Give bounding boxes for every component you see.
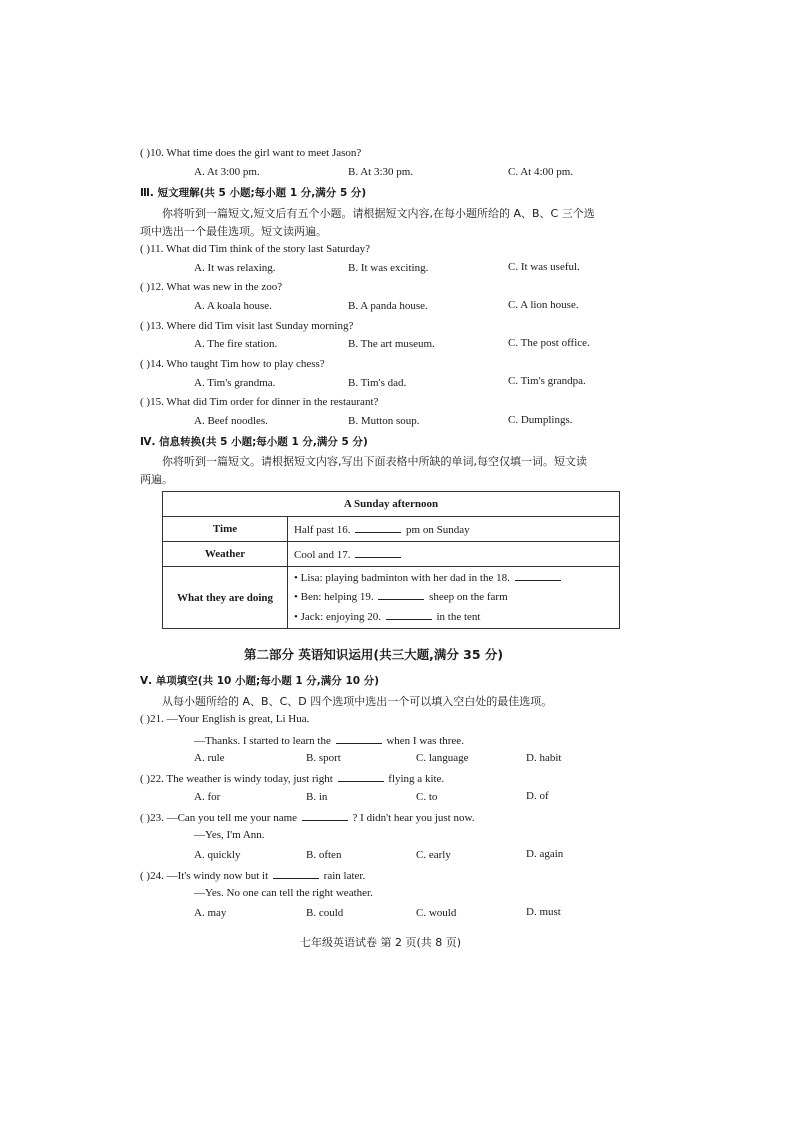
q22-option-d[interactable]: D. of [526,790,549,802]
q21-option-d[interactable]: D. habit [526,752,562,764]
table-cell-doing [288,567,620,629]
q15-option-a[interactable]: A. Beef noodles. [194,415,268,427]
section-3-instructions: 你将听到一篇短文,短文后有五个小题。请根据短文内容,在每小题所给的 A、B、C 三个选 [162,207,595,220]
question-21-stem: ( )21. —Your English is great, Li Hua. [140,713,310,725]
section-5-instructions: 从每小题所给的 A、B、C、D 四个选项中选出一个可以填入空白处的最佳选项。 [162,695,553,708]
blank-18[interactable] [515,570,561,581]
q13-option-c[interactable]: C. The post office. [508,337,590,349]
blank-24[interactable] [273,868,319,879]
q12-option-c[interactable]: C. A lion house. [508,299,579,311]
section-5-heading: Ⅴ. 单项填空(共 10 小题;每小题 1 分,满分 10 分) [140,675,380,687]
lisa-text: • Lisa: playing badminton with her dad in the 18. [294,571,510,584]
q10-option-c[interactable]: C. At 4:00 pm. [508,166,574,178]
q13-option-a[interactable]: A. The fire station. [194,338,278,350]
q21-option-b[interactable]: B. sport [306,752,341,764]
ben-line [294,588,613,608]
q14-option-a[interactable]: A. Tim's grandma. [194,377,276,389]
question-10-stem: ( )10. What time does the girl want to meet Jason? [140,147,362,159]
q21-option-a[interactable]: A. rule [194,752,225,764]
q24-stem-suffix: rain later. [323,870,366,882]
q11-option-c[interactable]: C. It was useful. [508,261,580,273]
blank-19[interactable] [378,589,424,600]
weather-prefix: Cool and 17. [294,549,351,561]
q24-stem-prefix: ( )24. —It's windy now but it [140,870,269,882]
q14-option-b[interactable]: B. Tim's dad. [348,377,407,389]
q23-option-c[interactable]: C. early [416,849,451,861]
q23-stem-prefix: ( )23. —Can you tell me your name [140,812,298,824]
q22-stem-suffix: flying a kite. [388,773,445,785]
question-24-stem [140,868,365,882]
q11-option-a[interactable]: A. It was relaxing. [194,262,276,274]
jack-text-suffix: in the tent [436,610,481,623]
table-label-doing: What they are doing [163,567,288,629]
question-12-stem: ( )12. What was new in the zoo? [140,281,283,293]
q13-option-b[interactable]: B. The art museum. [348,338,435,350]
blank-22[interactable] [338,771,384,782]
part-2-heading: 第二部分 英语知识运用(共三大题,满分 35 分) [244,647,504,662]
q15-option-b[interactable]: B. Mutton soup. [348,415,420,427]
q22-option-b[interactable]: B. in [306,791,328,803]
question-23-stem [140,810,474,824]
section-4-heading: Ⅳ. 信息转换(共 5 小题;每小题 1 分,满分 5 分) [140,436,368,448]
q10-option-a[interactable]: A. At 3:00 pm. [194,166,260,178]
jack-text: • Jack: enjoying 20. [294,610,381,623]
q23-option-b[interactable]: B. often [306,849,342,861]
q15-option-c[interactable]: C. Dumplings. [508,414,573,426]
q21-option-c[interactable]: C. language [416,752,469,764]
table-cell-weather [288,542,620,567]
lisa-line [294,569,613,589]
question-24-reply: —Yes. No one can tell the right weather. [194,887,373,899]
blank-21[interactable] [336,733,382,744]
q10-option-b[interactable]: B. At 3:30 pm. [348,166,414,178]
table-title: A Sunday afternoon [163,492,620,517]
q24-option-b[interactable]: B. could [306,907,344,919]
question-13-stem: ( )13. Where did Tim visit last Sunday morning? [140,320,354,332]
section-4-instructions: 你将听到一篇短文。请根据短文内容,写出下面表格中所缺的单词,每空仅填一词。短文读 [162,455,587,468]
q12-option-b[interactable]: B. A panda house. [348,300,428,312]
question-22-stem [140,771,444,785]
question-23-reply: —Yes, I'm Ann. [194,829,265,841]
blank-20[interactable] [386,609,432,620]
table-label-weather: Weather [163,542,288,567]
table-cell-time [288,517,620,542]
ben-text-suffix: sheep on the farm [429,591,508,604]
blank-17[interactable] [355,547,401,558]
q11-option-b[interactable]: B. It was exciting. [348,262,429,274]
q12-option-a[interactable]: A. A koala house. [194,300,272,312]
q23-option-a[interactable]: A. quickly [194,849,241,861]
blank-23[interactable] [302,810,348,821]
section-4-instructions-cont: 两遍。 [140,473,173,486]
ben-text: • Ben: helping 19. [294,591,374,604]
time-suffix: pm on Sunday [406,524,470,536]
q24-option-a[interactable]: A. may [194,907,227,919]
q14-option-c[interactable]: C. Tim's grandpa. [508,375,586,387]
section-3-instructions-cont: 项中选出一个最佳选项。短文读两遍。 [140,225,327,238]
q23-option-d[interactable]: D. again [526,848,564,860]
blank-16[interactable] [355,522,401,533]
question-14-stem: ( )14. Who taught Tim how to play chess? [140,358,325,370]
q23-stem-suffix: ? I didn't hear you just now. [352,812,475,824]
q21-reply-prefix: —Thanks. I started to learn the [194,735,331,747]
table-label-time: Time [163,517,288,542]
info-table [162,491,620,629]
q22-stem-prefix: ( )22. The weather is windy today, just right [140,773,333,785]
q24-option-c[interactable]: C. would [416,907,457,919]
q24-option-d[interactable]: D. must [526,906,561,918]
q22-option-c[interactable]: C. to [416,791,438,803]
page-footer: 七年级英语试卷 第 2 页(共 8 页) [300,936,462,949]
question-15-stem: ( )15. What did Tim order for dinner in the restaurant? [140,396,379,408]
question-11-stem: ( )11. What did Tim think of the story last Saturday? [140,243,371,255]
q21-reply-suffix: when I was three. [386,735,464,747]
jack-line [294,608,613,628]
time-prefix: Half past 16. [294,524,351,536]
q22-option-a[interactable]: A. for [194,791,221,803]
question-21-reply [194,733,464,747]
section-3-heading: Ⅲ. 短文理解(共 5 小题;每小题 1 分,满分 5 分) [140,187,367,199]
